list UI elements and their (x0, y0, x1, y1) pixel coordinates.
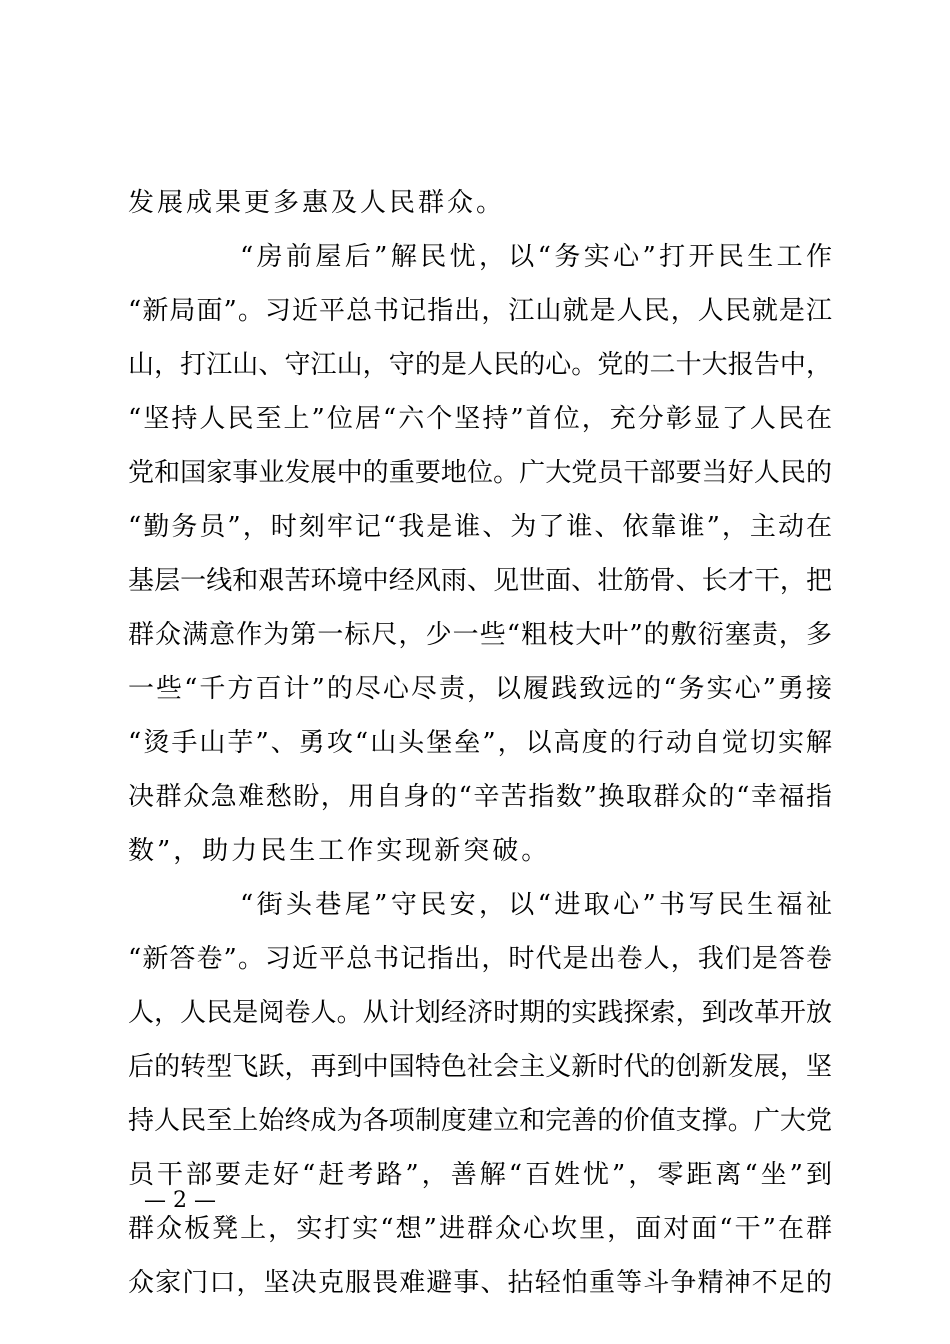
text-line: 党和国家事业发展中的重要地位。广大党员干部要当好人民的 (128, 458, 832, 488)
text-line: 决群众急难愁盼，用自身的“辛苦指数”换取群众的“幸福指 (128, 782, 832, 812)
text-line: “勤务员”，时刻牢记“我是谁、为了谁、依靠谁”，主动在 (128, 512, 832, 542)
text-line: “坚持人民至上”位居“六个坚持”首位，充分彰显了人民在 (128, 404, 832, 434)
paragraph-start-line: “街头巷尾”守民安，以“进取心”书写民生福祉 (240, 890, 832, 920)
text-line: “烫手山芋”、勇攻“山头堡垒”，以高度的行动自觉切实解 (128, 728, 832, 758)
text-line: 山，打江山、守江山，守的是人民的心。党的二十大报告中， (128, 350, 832, 380)
text-line: 一些“千方百计”的尽心尽责，以履践致远的“务实心”勇接 (128, 674, 832, 704)
text-line: 持人民至上始终成为各项制度建立和完善的价值支撑。广大党 (128, 1106, 832, 1136)
text-line: 员干部要走好“赶考路”，善解“百姓忧”，零距离“坐”到 (128, 1160, 832, 1190)
text-line: 人，人民是阅卷人。从计划经济时期的实践探索，到改革开放 (128, 998, 832, 1028)
paragraph-start-line: “房前屋后”解民忧，以“务实心”打开民生工作 (240, 242, 832, 272)
text-line: “新局面”。习近平总书记指出，江山就是人民，人民就是江 (128, 296, 832, 326)
text-line: 数”，助力民生工作实现新突破。 (128, 836, 551, 866)
text-line: 群众满意作为第一标尺，少一些“粗枝大叶”的敷衍塞责，多 (128, 620, 832, 650)
text-line: 基层一线和艰苦环境中经风雨、见世面、壮筋骨、长才干，把 (128, 566, 832, 596)
text-line: 后的转型飞跃，再到中国特色社会主义新时代的创新发展，坚 (128, 1052, 832, 1082)
text-line: 群众板凳上，实打实“想”进群众心坎里，面对面“干”在群 (128, 1214, 832, 1244)
body-text (128, 176, 832, 1310)
text-line: “新答卷”。习近平总书记指出，时代是出卷人，我们是答卷 (128, 944, 832, 974)
text-line: 发展成果更多惠及人民群众。 (128, 188, 506, 218)
text-line: 众家门口，坚决克服畏难避事、拈轻怕重等斗争精神不足的 (128, 1268, 832, 1298)
page-number: — 2 — (144, 1188, 216, 1213)
